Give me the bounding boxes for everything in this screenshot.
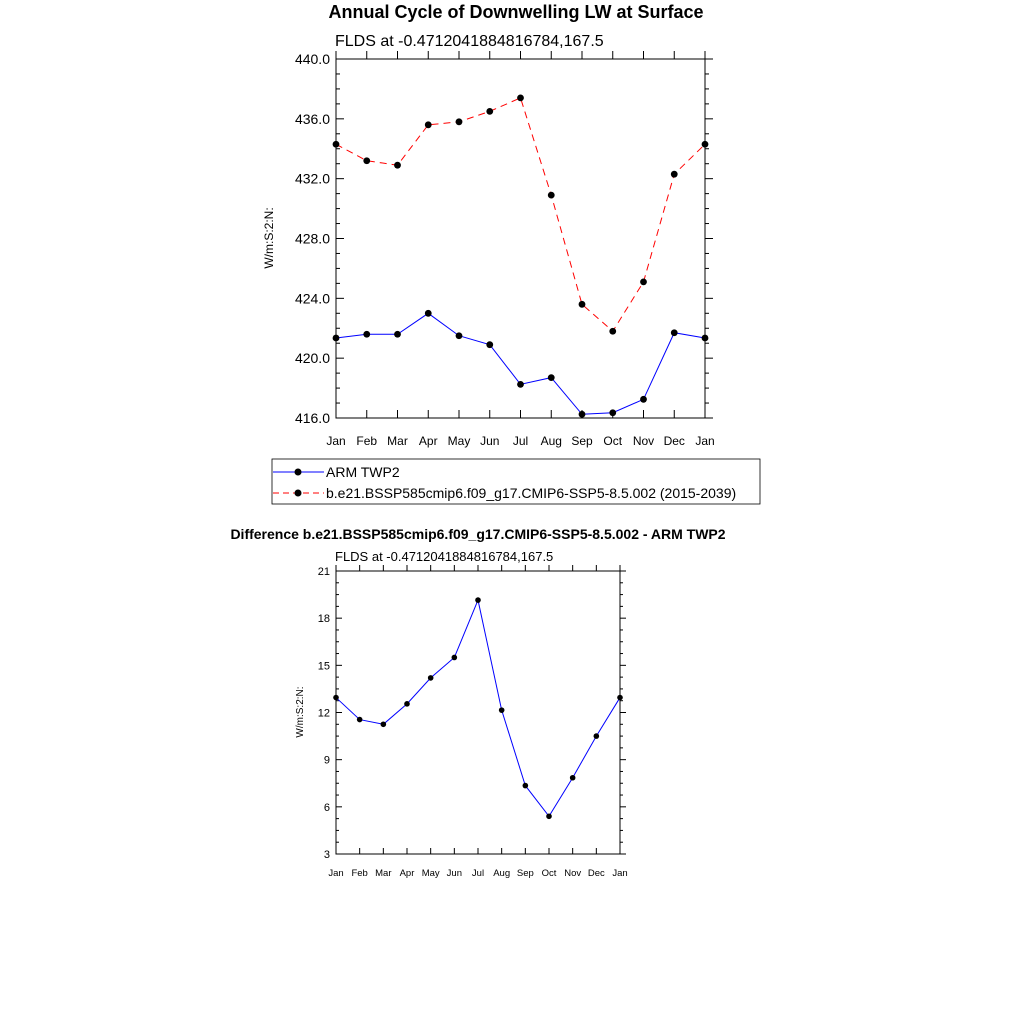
chart-1-axes [295,51,715,448]
chart-2-x-tick-label: Oct [541,868,557,879]
chart-1-series-1-point [609,409,616,416]
chart-2-x-tick-label: Feb [351,868,368,879]
chart-1-series-1-point [640,396,647,403]
chart-1-series-1-line [336,313,705,414]
chart-1-series-2-point [363,157,370,164]
chart-2-title: Difference b.e21.BSSP585cmip6.f09_g17.CMIP6-SSP5-8.5.002 - ARM TWP2 [230,526,726,542]
legend-label-arm: ARM TWP2 [326,464,400,480]
chart-1-series-2-point [609,328,616,335]
chart-2-x-tick-label: Dec [587,868,605,879]
chart-2-y-tick-label: 3 [323,849,330,861]
chart-1-y-tick-label: 424.0 [294,290,330,307]
chart-1-x-tick-label: Sep [571,434,593,448]
chart-1-x-tick-label: Oct [603,434,623,448]
chart-2-y-tick-label: 12 [317,707,330,720]
chart-2-series-1-point [570,775,576,781]
chart-1-x-tick-label: May [447,434,471,448]
chart-1-y-tick-label: 440.0 [294,51,330,67]
chart-1-y-tick-label: 416.0 [294,410,330,426]
chart-1-series-2-point [333,141,340,148]
chart-2-x-tick-label: Jan [612,868,628,879]
chart-2-series-1-point [333,695,339,701]
chart-2-y-axis-label: W/m:S:2:N: [295,686,306,738]
chart-1-series-1-point [394,331,401,338]
chart-1-series-2-point [579,301,586,308]
chart-1-title: Annual Cycle of Downwelling LW at Surface [328,2,704,22]
chart-1-x-tick-label: Apr [418,434,438,448]
chart-1-series-2-point [548,192,555,199]
chart-2-series-1-point [381,721,387,727]
chart-2-series-1-point [357,717,363,723]
chart-2-x-tick-label: Jul [471,868,485,879]
chart-1-plot-frame [336,59,705,418]
chart-1-y-tick-label: 428.0 [294,230,330,247]
chart-2-subtitle: FLDS at -0.47120418848167​84,167.5 [335,549,554,564]
chart-1-series-1-point [456,332,463,339]
chart-2-series-1-point [617,695,623,701]
chart-2 [230,526,725,879]
chart-2-plot-frame [336,571,620,854]
chart-1-x-tick-label: Aug [540,434,562,448]
chart-1-series-1-point [333,335,340,342]
chart-1-x-tick-label: Dec [663,434,685,448]
chart-1-y-tick-label: 432.0 [294,170,330,187]
chart-1-series-1-point [702,335,709,342]
chart-1-series [333,94,709,417]
chart-1-x-tick-label: Feb [356,434,378,448]
chart-2-series-1-point [475,597,481,603]
chart-2-x-tick-label: Apr [399,868,415,879]
chart-2-x-tick-label: Nov [564,868,582,879]
chart-1-x-tick-label: Mar [387,434,408,448]
chart-2-series-1-line [336,600,620,816]
chart-1-series-2-point [671,171,678,178]
chart-1-series-1-point [486,341,493,348]
chart-2-x-tick-label: Aug [493,868,511,879]
chart-1-y-tick-label: 436.0 [294,110,330,127]
chart-2-series-1-point [594,733,600,739]
chart-2-series-1-point [404,701,410,707]
chart-1-x-tick-label: Jul [512,434,529,448]
chart-1-series-1-point [363,331,370,338]
chart-1-x-tick-label: Jan [695,434,715,448]
legend-marker-arm [295,469,302,476]
chart-1-x-tick-label: Jun [480,434,500,448]
chart-1-series-2-point [394,162,401,169]
chart-1-x-tick-label: Jan [326,434,346,448]
chart-2-x-tick-label: Sep [516,868,534,879]
chart-1-series-1-point [425,310,432,317]
chart-1-y-axis-label: W/m:S:2:N: [262,207,276,269]
chart-2-x-tick-label: Jan [328,868,344,879]
chart-1-series-2-point [640,278,647,285]
chart-1-series-2-point [456,118,463,125]
chart-1-series-1-point [548,374,555,381]
chart-1-series-1-point [579,411,586,418]
chart-2-y-tick-label: 9 [323,754,330,767]
chart-2-y-tick-label: 18 [317,613,330,626]
chart-2-x-tick-label: Mar [375,868,392,879]
chart-2-y-tick-label: 15 [317,660,330,673]
chart-2-series-1-point [546,813,552,819]
chart-1-series-1-point [517,381,524,388]
chart-2-x-tick-label: Jun [446,868,462,879]
chart-1-series-2-point [702,141,709,148]
legend-label-model: b.e21.BSSP585cmip6.f09_g17.CMIP6-SSP5-8.5.002 (2015-2039) [326,485,737,501]
chart-1-series-2-line [336,98,705,331]
chart-2-y-tick-label: 21 [317,566,330,578]
legend [272,459,760,504]
chart-2-series [333,597,623,819]
chart-1-subtitle: FLDS at -0.47120418848167​84,167.5 [335,33,604,50]
chart-2-series-1-point [499,707,505,713]
chart-1-series-2-point [517,94,524,101]
chart-2-x-tick-label: May [421,868,440,879]
chart-1-x-tick-label: Nov [632,434,655,448]
chart-1-series-1-point [671,329,678,336]
chart-2-y-tick-label: 6 [323,801,330,814]
chart-1 [262,2,715,448]
chart-2-series-1-point [452,655,458,661]
chart-2-series-1-point [523,783,529,789]
chart-1-y-tick-label: 420.0 [294,350,330,367]
chart-2-series-1-point [428,675,434,681]
chart-1-series-2-point [486,108,493,115]
legend-marker-model [295,490,302,497]
chart-1-series-2-point [425,121,432,128]
